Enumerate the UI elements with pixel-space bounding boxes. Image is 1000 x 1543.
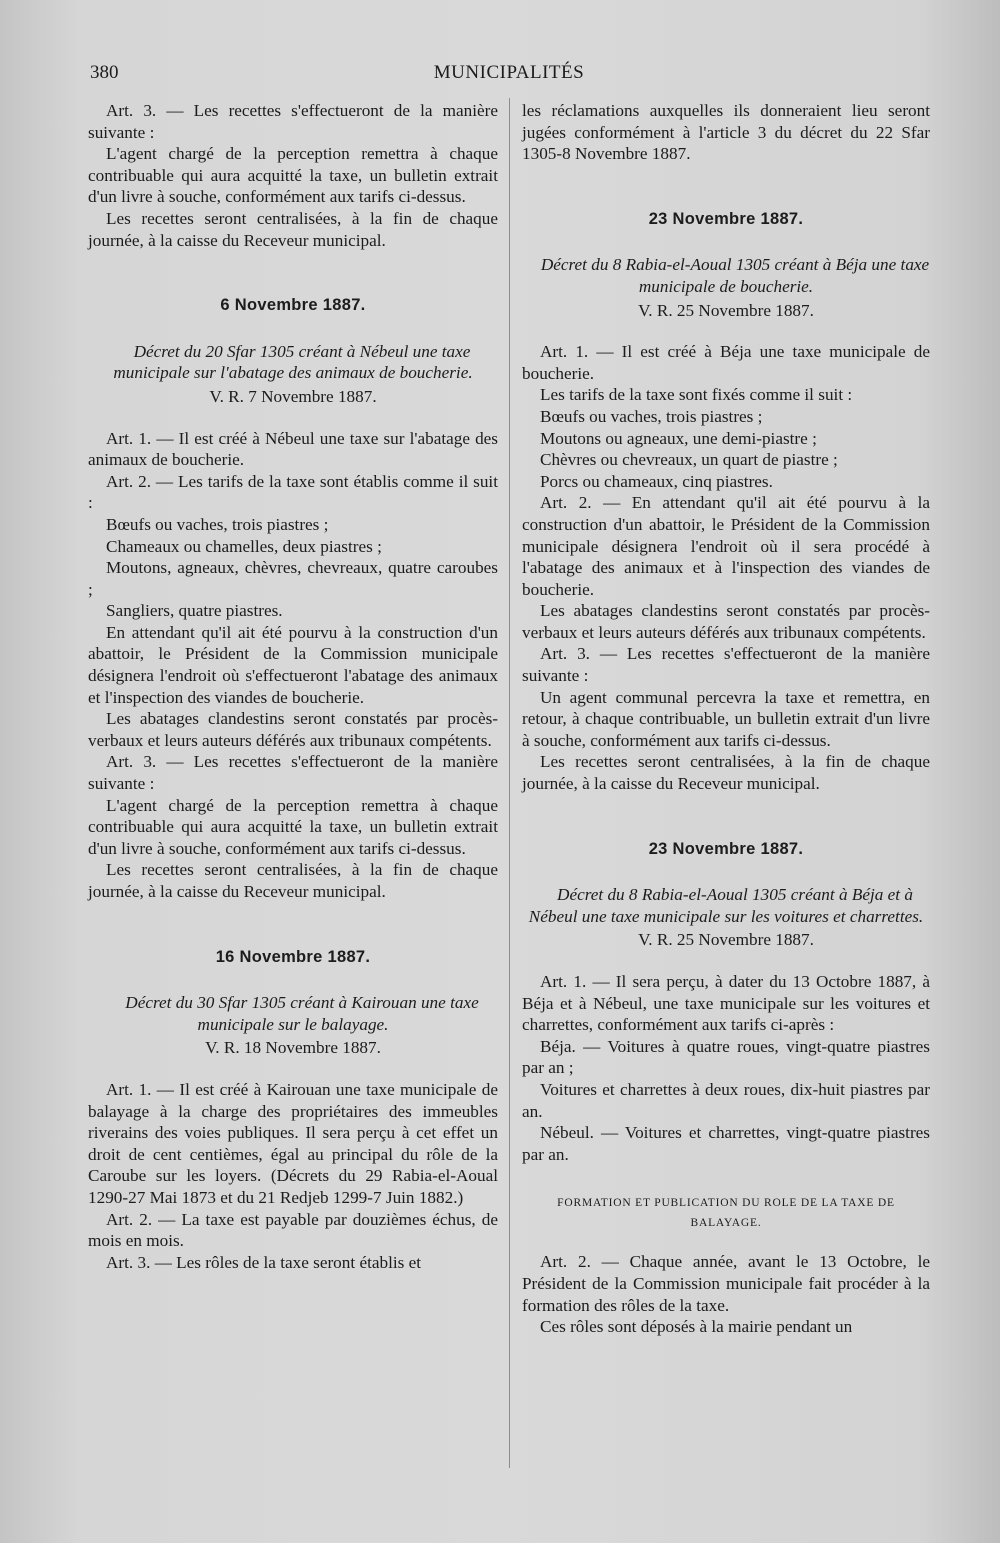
decree-title: Décret du 30 Sfar 1305 créant à Kairouan une taxe municipale sur le balayage. xyxy=(125,993,479,1034)
paragraph: Art. 3. — Les recettes s'effectueront de la manière suivante : xyxy=(88,101,498,142)
paragraph: Les recettes seront centralisées, à la fin de chaque journée, à la caisse du Receveur municipal. xyxy=(88,860,498,901)
vr-date: V. R. 25 Novembre 1887. xyxy=(638,930,814,950)
paragraph: En attendant qu'il ait été pourvu à la construction d'un abattoir, le Président de la Commission municipale désignera l'endroit où s'effectueront l'abatage des animaux et l'inspection des viandes de boucherie. xyxy=(88,622,498,707)
decree-title: Décret du 20 Sfar 1305 créant à Nébeul une taxe municipale sur l'abatage des animaux de boucherie. xyxy=(113,341,473,383)
right-column xyxy=(522,100,930,1338)
paragraph: Bœufs ou vaches, trois piastres ; xyxy=(540,406,763,426)
paragraph: Les recettes seront centralisées, à la fin de chaque journée, à la caisse du Receveur municipal. xyxy=(88,208,498,250)
running-title: MUNICIPALITÉS xyxy=(433,62,585,83)
paragraph: Art. 3. — Les rôles de la taxe seront établis et xyxy=(106,1252,422,1272)
paragraph: Art. 3. — Les recettes s'effectueront de la manière suivante : xyxy=(522,644,930,686)
paragraph: Art. 2. — Chaque année, avant le 13 Octobre, le Président de la Commission municipale fait procéder à la formation des rôles de la taxe. xyxy=(522,1252,930,1315)
paragraph: Nébeul. — Voitures et charrettes, vingt-quatre piastres par an. xyxy=(522,1123,930,1164)
decree-title: Décret du 8 Rabia-el-Aoual 1305 créant à Béja et à Nébeul une taxe municipale sur les voitures et charrettes. xyxy=(528,885,924,926)
paragraph: Porcs ou chameaux, cinq piastres. xyxy=(540,471,773,491)
paragraph: Moutons ou agneaux, une demi-piastre ; xyxy=(540,428,817,448)
subsection-heading: FORMATION ET PUBLICATION DU ROLE DE LA TAXE DE BALAYAGE. xyxy=(557,1197,895,1230)
section-date-heading: 6 Novembre 1887. xyxy=(220,296,366,315)
paragraph: Les tarifs de la taxe sont fixés comme il suit : xyxy=(540,385,853,405)
paragraph: Art. 1. — Il est créé à Kairouan une taxe municipale de balayage à la charge des propriétaires des immeubles riverains des voies publiques. Il sera perçu à cet effet un droit de cent centièmes, égal au principal du rôle de la Caroube sur les loyers. (Décrets du 29 Rabia-el-Aoual 1290-27 Mai 1873 et du 21 Redjeb 1299-7 Juin 1882.) xyxy=(88,1079,498,1207)
paragraph: Les abatages clandestins seront constatés par procès-verbaux et leurs auteurs déférés aux tribunaux compétents. xyxy=(522,601,930,642)
paragraph: L'agent chargé de la perception remettra à chaque contribuable qui aura acquitté la taxe, un bulletin extrait d'un livre à souche, conformément aux tarifs ci-dessus. xyxy=(88,144,498,207)
paragraph: Moutons, agneaux, chèvres, chevreaux, quatre caroubes ; xyxy=(88,558,498,599)
paragraph: Chameaux ou chamelles, deux piastres ; xyxy=(106,536,382,556)
page-number: 380 xyxy=(90,62,119,83)
paragraph: Art. 3. — Les recettes s'effectueront de la manière suivante : xyxy=(88,752,498,794)
paragraph: Art. 1. — Il est créé à Béja une taxe municipale de boucherie. xyxy=(522,342,930,383)
left-column xyxy=(88,100,498,1273)
vr-date: V. R. 25 Novembre 1887. xyxy=(638,300,814,320)
paragraph: L'agent chargé de la perception remettra à chaque contribuable qui aura acquitté la taxe, un bulletin extrait d'un livre à souche, conformément aux tarifs ci-dessus. xyxy=(88,795,498,858)
paragraph: Art. 2. — Les tarifs de la taxe sont établis comme il suit : xyxy=(88,471,498,513)
paragraph: Sangliers, quatre piastres. xyxy=(106,601,283,621)
decree-title: Décret du 8 Rabia-el-Aoual 1305 créant à Béja une taxe municipale de boucherie. xyxy=(540,255,930,296)
paragraph: Art. 1. — Il est créé à Nébeul une taxe sur l'abatage des animaux de boucherie. xyxy=(88,428,498,470)
column-divider xyxy=(509,98,510,1468)
paragraph: Bœufs ou vaches, trois piastres ; xyxy=(106,514,329,534)
paragraph: Béja. — Voitures à quatre roues, vingt-quatre piastres par an ; xyxy=(522,1036,930,1078)
page-header xyxy=(88,62,930,92)
paragraph: Ces rôles sont déposés à la mairie pendant un xyxy=(540,1317,853,1337)
vr-date: V. R. 7 Novembre 1887. xyxy=(209,386,377,406)
paragraph: Art. 2. — En attendant qu'il ait été pourvu à la construction d'un abattoir, le Président de la Commission municipale désignera l'endroit où il sera procédé à l'abatage des animaux et à l'inspection des viandes de boucherie. xyxy=(522,493,930,599)
paragraph: Art. 1. — Il sera perçu, à dater du 13 Octobre 1887, à Béja et à Nébeul, une taxe municipale sur les voitures et charrettes, conformément aux tarifs ci-après : xyxy=(522,972,930,1035)
section-date-heading: 23 Novembre 1887. xyxy=(648,839,804,858)
paragraph: Voitures et charrettes à deux roues, dix-huit piastres par an. xyxy=(522,1079,930,1121)
paragraph: les réclamations auxquelles ils donneraient lieu seront jugées conformément à l'article 3 du décret du 22 Sfar 1305-8 Novembre 1887. xyxy=(522,101,930,164)
paragraph: Art. 2. — La taxe est payable par douzièmes échus, de mois en mois. xyxy=(88,1209,498,1251)
section-date-heading: 23 Novembre 1887. xyxy=(648,209,804,228)
paragraph: Un agent communal percevra la taxe et remettra, en retour, à chaque contribuable, un bulletin extrait d'un livre à souche, conformément aux tarifs ci-dessus. xyxy=(522,687,930,750)
paragraph: Chèvres ou chevreaux, un quart de piastre ; xyxy=(540,450,838,470)
paragraph: Les recettes seront centralisées, à la fin de chaque journée, à la caisse du Receveur municipal. xyxy=(522,752,930,794)
vr-date: V. R. 18 Novembre 1887. xyxy=(205,1038,381,1058)
section-date-heading: 16 Novembre 1887. xyxy=(215,947,371,966)
paragraph: Les abatages clandestins seront constatés par procès-verbaux et leurs auteurs déférés aux tribunaux compétents. xyxy=(88,709,498,750)
